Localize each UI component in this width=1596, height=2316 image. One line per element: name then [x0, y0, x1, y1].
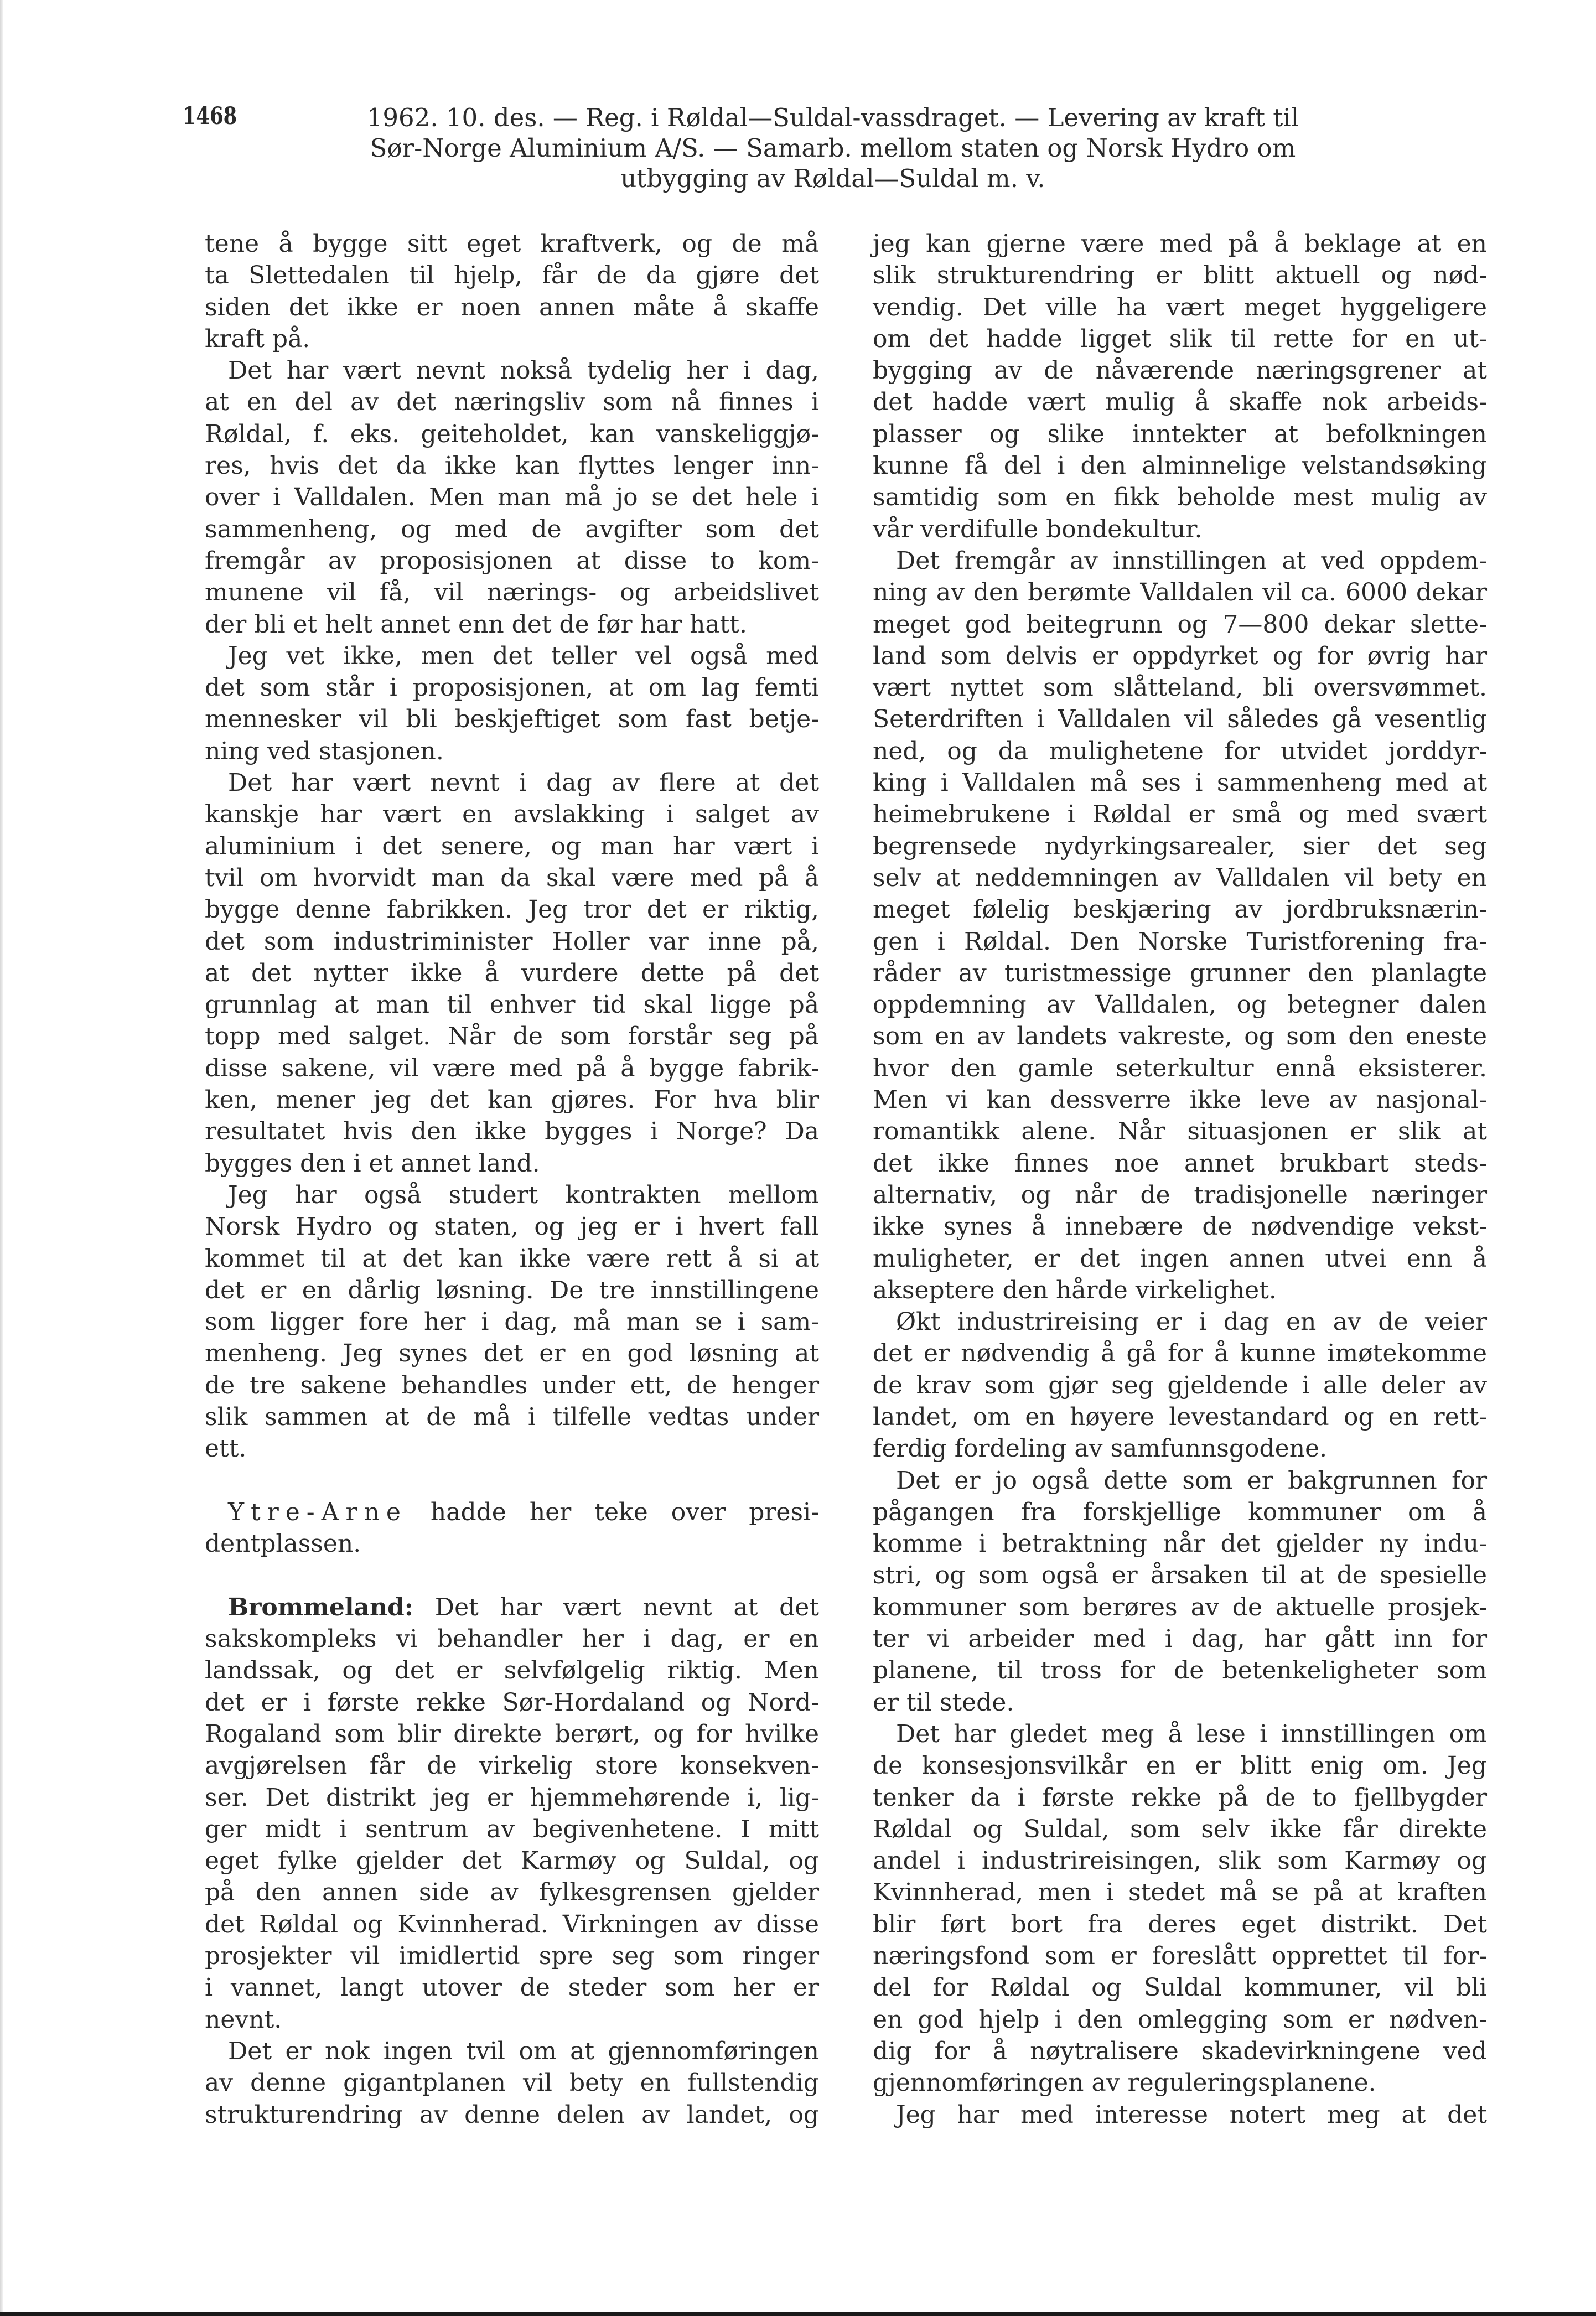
notice-text: hadde her teke over presi- [430, 1498, 819, 1526]
text-line: det er nødvendig å gå for å kunne imøtekomme [873, 1339, 1487, 1368]
paragraph [873, 228, 1487, 545]
text-line: eget fylke gjelder det Karmøy og Suldal, og [205, 1847, 819, 1875]
text-line: bygges den i et annet land. [205, 1149, 540, 1178]
text-line: ned, og da mulighetene for utvidet jorddyr- [873, 737, 1487, 765]
text-line: res, hvis det da ikke kan flyttes lenger inn- [205, 452, 819, 480]
text-line: Jeg har også studert kontrakten mellom [228, 1180, 819, 1209]
running-title [293, 102, 1372, 194]
text-line: munene vil få, vil nærings- og arbeidslivet [205, 578, 819, 607]
text-line: dentplassen. [205, 1530, 361, 1558]
text-line: Norsk Hydro og staten, og jeg er i hvert fall [205, 1213, 819, 1241]
text-line: ett. [205, 1434, 247, 1463]
text-line: at en del av det næringsliv som nå finnes i [205, 388, 819, 417]
text-line: planene, til tross for de betenkeligheter som [873, 1656, 1487, 1685]
paragraph [873, 1465, 1487, 1718]
text-line: nevnt. [205, 2005, 282, 2034]
text-line: ferdig fordeling av samfunnsgodene. [873, 1434, 1328, 1463]
text-line: der bli et helt annet enn det de før har hatt. [205, 610, 748, 639]
text-line: tene å bygge sitt eget kraftverk, og de må [205, 230, 819, 258]
text-line: vendig. Det ville ha vært meget hyggeligere [873, 293, 1487, 322]
text-line: ning av den berømte Valldalen vil ca. 6000 dekar [873, 578, 1487, 607]
text-line: Det er nok ingen tvil om at gjennomføringen [228, 2037, 819, 2065]
bottom-edge-rule [0, 2312, 1596, 2316]
text-line: det er en dårlig løsning. De tre innstillingene [205, 1276, 819, 1304]
text-line: det ikke finnes noe annet brukbart steds- [873, 1149, 1487, 1178]
text-line: meget god beitegrunn og 7—800 dekar slette- [873, 610, 1487, 639]
paragraph [205, 640, 819, 767]
text-line: muligheter, er det ingen annen utvei enn å [873, 1244, 1487, 1273]
right-column [873, 228, 1487, 2131]
text-line: det som industriminister Holler var inne på, [205, 927, 819, 956]
paragraph [205, 228, 819, 355]
text-line: ger midt i sentrum av begivenhetene. I mitt [205, 1815, 819, 1843]
text-line: vår verdifulle bondekultur. [873, 515, 1203, 543]
text-line: aluminium i det senere, og man har vært i [205, 832, 819, 861]
paragraph [873, 1306, 1487, 1464]
paragraph [873, 1718, 1487, 2099]
text-line: king i Valldalen må ses i sammenheng med at [873, 769, 1487, 797]
text-line: akseptere den hårde virkelighet. [873, 1276, 1277, 1304]
text-line: topp med salget. Når de som forstår seg på [205, 1022, 819, 1051]
speaker-name: Brommeland: [228, 1593, 414, 1621]
text-line: blir ført bort fra deres eget distrikt. Det [873, 1910, 1487, 1939]
text-line: i vannet, langt utover de steder som her er [205, 1973, 819, 2002]
text-line: siden det ikke er noen annen måte å skaffe [205, 293, 819, 322]
text-line: det hadde vært mulig å skaffe nok arbeids- [873, 388, 1487, 417]
running-title-line: utbygging av Røldal—Suldal m. v. [620, 164, 1045, 193]
text-line: prosjekter vil imidlertid spre seg som ringer [205, 1942, 819, 1971]
text-line: stri, og som også er årsaken til at de spesielle [873, 1561, 1487, 1590]
text-line: grunnlag at man til enhver tid skal ligge på [205, 991, 819, 1019]
text-line: bygge denne fabrikken. Jeg tror det er riktig, [205, 895, 819, 924]
person-name: Ytre-Arne [228, 1498, 407, 1526]
text-line: jeg kan gjerne være med på å beklage at en [873, 230, 1487, 258]
page-number: 1468 [183, 102, 237, 130]
text-line: sammenheng, og med de avgifter som det [205, 515, 819, 543]
text-line: gjennomføringen av reguleringsplanene. [873, 2069, 1376, 2097]
text-line: andel i industrireisingen, slik som Karmøy og [873, 1847, 1487, 1875]
text-line: selv at neddemningen av Valldalen vil bety en [873, 863, 1487, 892]
text-line: menheng. Jeg synes det er en god løsning at [205, 1339, 819, 1368]
text-line: oppdemning av Valldalen, og betegner dalen [873, 991, 1487, 1019]
text-line: tvil om hvorvidt man da skal være med på å [205, 863, 819, 892]
text-line: ken, mener jeg det kan gjøres. For hva blir [205, 1086, 819, 1115]
text-line: ikke synes å innebære de nødvendige vekst- [873, 1213, 1487, 1241]
text-line: Jeg vet ikke, men det teller vel også med [228, 641, 819, 670]
text-line: komme i betraktning når det gjelder ny indu- [873, 1530, 1487, 1558]
text-line: vært nyttet som slåtteland, bli oversvømmet. [873, 673, 1487, 702]
speech-brommeland [205, 1592, 819, 2035]
text-line: samtidig som en fikk beholde mest mulig av [873, 483, 1487, 512]
text-line: landssak, og det er selvfølgelig riktig. Men [205, 1656, 819, 1685]
text-line: kommuner som berøres av de aktuelle prosjek- [873, 1593, 1487, 1621]
text-line: at det nytter ikke å vurdere dette på det [205, 958, 819, 987]
text-line: Det fremgår av innstillingen at ved oppdem- [896, 546, 1487, 575]
text-line: del for Røldal og Suldal kommuner, vil bli [873, 1973, 1487, 2002]
text-line: ta Slettedalen til hjelp, får de da gjøre det [205, 261, 819, 290]
text-line: ser. Det distrikt jeg er hjemmehørende i, lig- [205, 1783, 819, 1812]
paragraph [873, 545, 1487, 1306]
text-line: tenker da i første rekke på de to fjellbygder [873, 1783, 1487, 1812]
text-line: slik sammen at de må i tilfelle vedtas under [205, 1402, 819, 1431]
left-column [205, 228, 819, 2131]
page-edge-shadow [0, 0, 3, 2316]
text-line: pågangen fra forskjellige kommuner om å [873, 1498, 1487, 1526]
text-line: romantikk alene. Når situasjonen er slik at [873, 1117, 1487, 1146]
text-line: kommet til at det kan ikke være rett å si at [205, 1244, 819, 1273]
text-line [205, 1592, 819, 1623]
text-line: Kvinnherad, men i stedet må se på at kraften [873, 1878, 1487, 1907]
paragraph [205, 1179, 819, 1465]
text-line: de konsesjonsvilkår en er blitt enig om. Jeg [873, 1752, 1487, 1780]
text-line: meget følelig beskjæring av jordbruksnærin- [873, 895, 1487, 924]
text-line: hvor den gamle seterkultur ennå eksisterer. [873, 1054, 1487, 1082]
text-line: fremgår av proposisjonen at disse to kom- [205, 546, 819, 575]
text-line: bygging av de nåværende næringsgrener at [873, 356, 1487, 385]
paragraph [873, 2099, 1487, 2131]
text-line: om det hadde ligget slik til rette for en ut- [873, 324, 1487, 353]
text-line: de tre sakene behandles under ett, de henger [205, 1371, 819, 1400]
text-line: det er i første rekke Sør-Hordaland og Nord- [205, 1688, 819, 1717]
paragraph [205, 767, 819, 1179]
text-line: kunne få del i den alminnelige velstandsøking [873, 452, 1487, 480]
text-line: heimebrukene i Røldal er små og med svært [873, 800, 1487, 829]
text-line: Men vi kan dessverre ikke leve av nasjonal- [873, 1086, 1487, 1115]
text-line: begrensede nydyrkingsarealer, sier det seg [873, 832, 1487, 861]
text-line: Røldal, f. eks. geiteholdet, kan vanskeliggjø- [205, 419, 819, 448]
text-line: de krav som gjør seg gjeldende i alle deler av [873, 1371, 1487, 1400]
text-line: ter vi arbeider med i dag, har gått inn for [873, 1625, 1487, 1654]
paragraph [205, 355, 819, 640]
text-line: det Røldal og Kvinnherad. Virkningen av disse [205, 1910, 819, 1939]
text-line: landet, om en høyere levestandard og en rett- [873, 1402, 1487, 1431]
text-line: er til stede. [873, 1688, 1014, 1717]
text-line [205, 1496, 819, 1528]
president-notice [205, 1496, 819, 1560]
text-line: på den annen side av fylkesgrensen gjelder [205, 1878, 819, 1907]
text-line: Jeg har med interesse notert meg at det [896, 2100, 1487, 2129]
text-line: resultatet hvis den ikke bygges i Norge? Da [205, 1117, 819, 1146]
text-line: land som delvis er oppdyrket og for øvrig har [873, 641, 1487, 670]
text-line: Rogaland som blir direkte berørt, og for hvilke [205, 1719, 819, 1748]
text-line: en god hjelp i den omlegging som er nødven- [873, 2005, 1487, 2034]
text-line: råder av turistmessige grunner den planlagte [873, 958, 1487, 987]
text-line: kanskje har vært en avslakking i salget av [205, 800, 819, 829]
text-line: Det har gledet meg å lese i innstillingen om [896, 1719, 1487, 1748]
text-line: mennesker vil bli beskjeftiget som fast betje- [205, 705, 819, 734]
text-line: det som står i proposisjonen, at om lag femti [205, 673, 819, 702]
spacer [205, 1465, 819, 1496]
text-line: plasser og slike inntekter at befolkningen [873, 419, 1487, 448]
text-line: dig for å nøytralisere skadevirkningene ved [873, 2037, 1487, 2065]
text-line: kraft på. [205, 324, 310, 353]
text-line: Det har vært nevnt nokså tydelig her i dag, [228, 356, 819, 385]
text-line: ning ved stasjonen. [205, 737, 444, 765]
text-line: Det har vært nevnt i dag av flere at det [228, 769, 819, 797]
text-line: næringsfond som er foreslått opprettet til for- [873, 1942, 1487, 1971]
text-line: slik strukturendring er blitt aktuell og nød- [873, 261, 1487, 290]
running-title-line: Sør-Norge Aluminium A/S. — Samarb. mellom staten og Norsk Hydro om [370, 133, 1296, 163]
text-line: disse sakene, vil være med på å bygge fabrik- [205, 1054, 819, 1082]
text-line: over i Valldalen. Men man må jo se det hele i [205, 483, 819, 512]
text-line: som ligger fore her i dag, må man se i sam- [205, 1308, 819, 1336]
text-line: gen i Røldal. Den Norske Turistforening fra- [873, 927, 1487, 956]
text-line: alternativ, og når de tradisjonelle næringer [873, 1180, 1487, 1209]
text-line: Det er jo også dette som er bakgrunnen for [896, 1466, 1487, 1495]
spacer [205, 1559, 819, 1591]
text-line: Røldal og Suldal, som selv ikke får direkte [873, 1815, 1487, 1843]
text-line: Økt industrireising er i dag en av de veier [896, 1308, 1487, 1336]
text-line: Seterdriften i Valldalen vil således gå vesentlig [873, 705, 1487, 734]
text-line: som en av landets vakreste, og som den eneste [873, 1022, 1487, 1051]
paragraph [205, 2035, 819, 2131]
text-line: avgjørelsen får de virkelig store konsekven- [205, 1752, 819, 1780]
text-line: av denne gigantplanen vil bety en fullstendig [205, 2069, 819, 2097]
speech-text: Det har vært nevnt at det [434, 1593, 819, 1621]
running-title-line: 1962. 10. des. — Reg. i Røldal—Suldal-vassdraget. — Levering av kraft til [366, 103, 1299, 132]
text-line: sakskompleks vi behandler her i dag, er en [205, 1625, 819, 1654]
text-line: strukturendring av denne delen av landet, og [205, 2100, 819, 2129]
